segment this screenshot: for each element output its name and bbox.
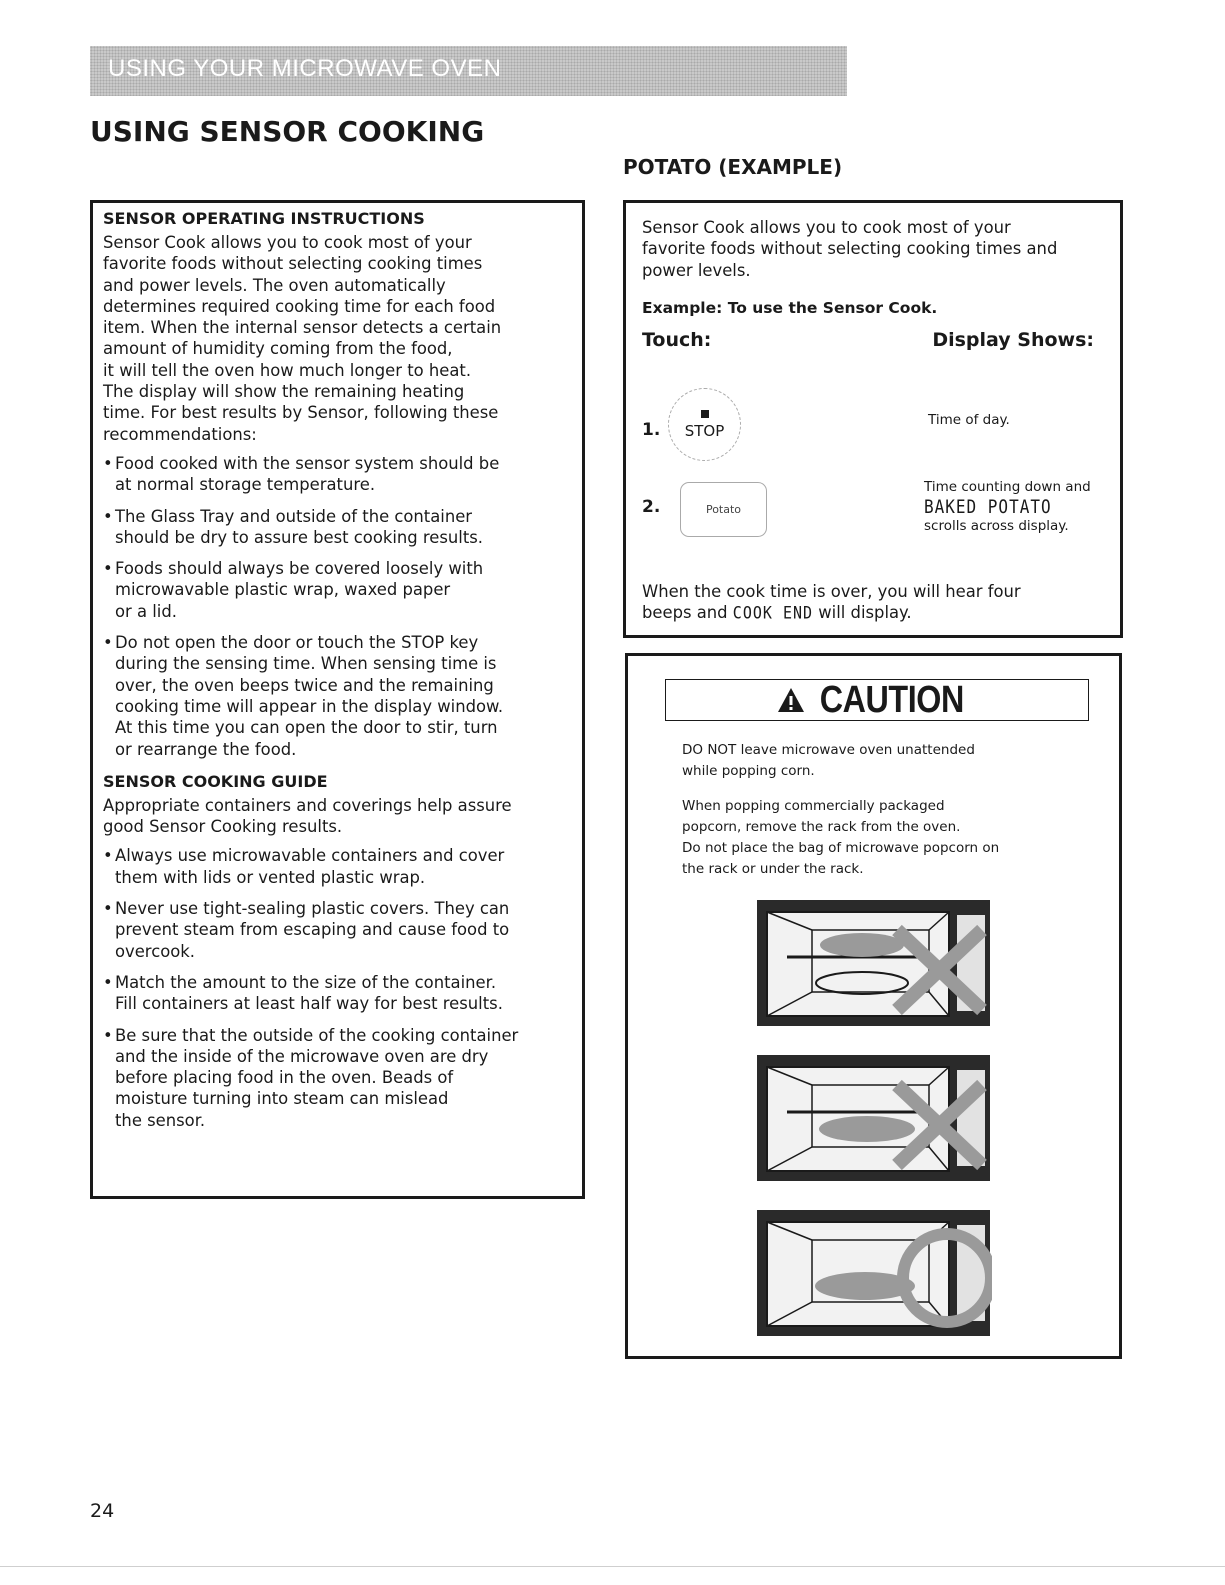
example-heading: POTATO (EXAMPLE) [623, 155, 843, 179]
operating-instructions-intro: Sensor Cook allows you to cook most of your favorite foods without selecting cooking times and power levels. The oven automatically determines required cooking time for each food item. When the internal sensor detects a certain amount of humidity coming from the food, it will tell the oven how much longer to heat. The display will show the remaining heating time. For best results by Sensor, following these recommendations: [103, 233, 502, 444]
stop-icon [701, 410, 709, 418]
touch-column-label: Touch: [642, 328, 712, 351]
caution-title: CAUTION [819, 678, 965, 721]
list-item: • Never use tight-sealing plastic covers. They can prevent steam from escaping and cause food to overcook. [103, 899, 510, 961]
list-item: • Be sure that the outside of the cooking container and the inside of the microwave oven are dry before placing food in the oven. Beads of moisture turning into steam can mislead the sensor. [103, 1025, 519, 1130]
section-banner-label: USING YOUR MICROWAVE OVEN [108, 55, 502, 82]
example-label: Example: To use the Sensor Cook. [642, 298, 938, 317]
step-number: 1. [642, 420, 661, 440]
oven-rack-popcorn-wrong-icon [757, 900, 992, 1028]
step-number: 2. [642, 497, 661, 517]
list-item: • Foods should always be covered loosely with microwavable plastic wrap, waxed paper or a lid. [103, 559, 484, 621]
section-banner [90, 46, 847, 96]
stop-button-label: STOP [684, 421, 725, 440]
example-end-text: When the cook time is over, you will hear four beeps and COOK END will display. [642, 581, 1112, 625]
list-item: • The Glass Tray and outside of the container should be dry to assure best cooking results. [103, 506, 484, 547]
seg-display-text: BAKED POTATO [924, 495, 1052, 518]
warning-icon [777, 687, 805, 713]
oven-tray-correct-icon [757, 1210, 992, 1338]
operating-instructions-heading: SENSOR OPERATING INSTRUCTIONS [103, 209, 425, 228]
caution-text: DO NOT leave microwave oven unattended while popping corn. [682, 742, 975, 779]
cooking-guide-intro: Appropriate containers and coverings help assure good Sensor Cooking results. [103, 795, 512, 837]
oven-under-rack-wrong-icon [757, 1055, 992, 1183]
stop-button[interactable] [668, 388, 741, 461]
list-item: • Food cooked with the sensor system should be at normal storage temperature. [103, 453, 500, 495]
display-countdown: Time counting down and BAKED POTATO scrolls across display. [924, 479, 1091, 534]
example-intro: Sensor Cook allows you to cook most of your favorite foods without selecting cooking times and power levels. [642, 218, 1058, 280]
display-time-of-day: Time of day. [928, 412, 1010, 428]
list-item: • Match the amount to the size of the container. Fill containers at least half way for best results. [103, 972, 503, 1014]
page-bottom-rule [0, 1566, 1225, 1567]
page-title: USING SENSOR COOKING [90, 115, 485, 148]
display-column-label: Display Shows: [932, 328, 1094, 351]
seg-display-text: COOK END [732, 602, 814, 624]
potato-button[interactable]: Potato [680, 482, 767, 537]
list-item: • Do not open the door or touch the STOP key during the sensing time. When sensing time is over, the oven beeps twice and the remaining cooking time will appear in the display window. At this time you can open the door to stir, turn or rearrange the food. [103, 633, 504, 759]
sensor-instructions-box [90, 200, 585, 1199]
list-item: • Always use microwavable containers and cover them with lids or vented plastic wrap. [103, 846, 505, 887]
cooking-guide-heading: SENSOR COOKING GUIDE [103, 771, 328, 791]
page-number: 24 [90, 1500, 115, 1522]
caution-text: When popping commercially packaged popcorn, remove the rack from the oven. Do not place the bag of microwave popcorn on the rack or under the rack. [682, 798, 1000, 877]
caution-banner [665, 679, 1089, 721]
